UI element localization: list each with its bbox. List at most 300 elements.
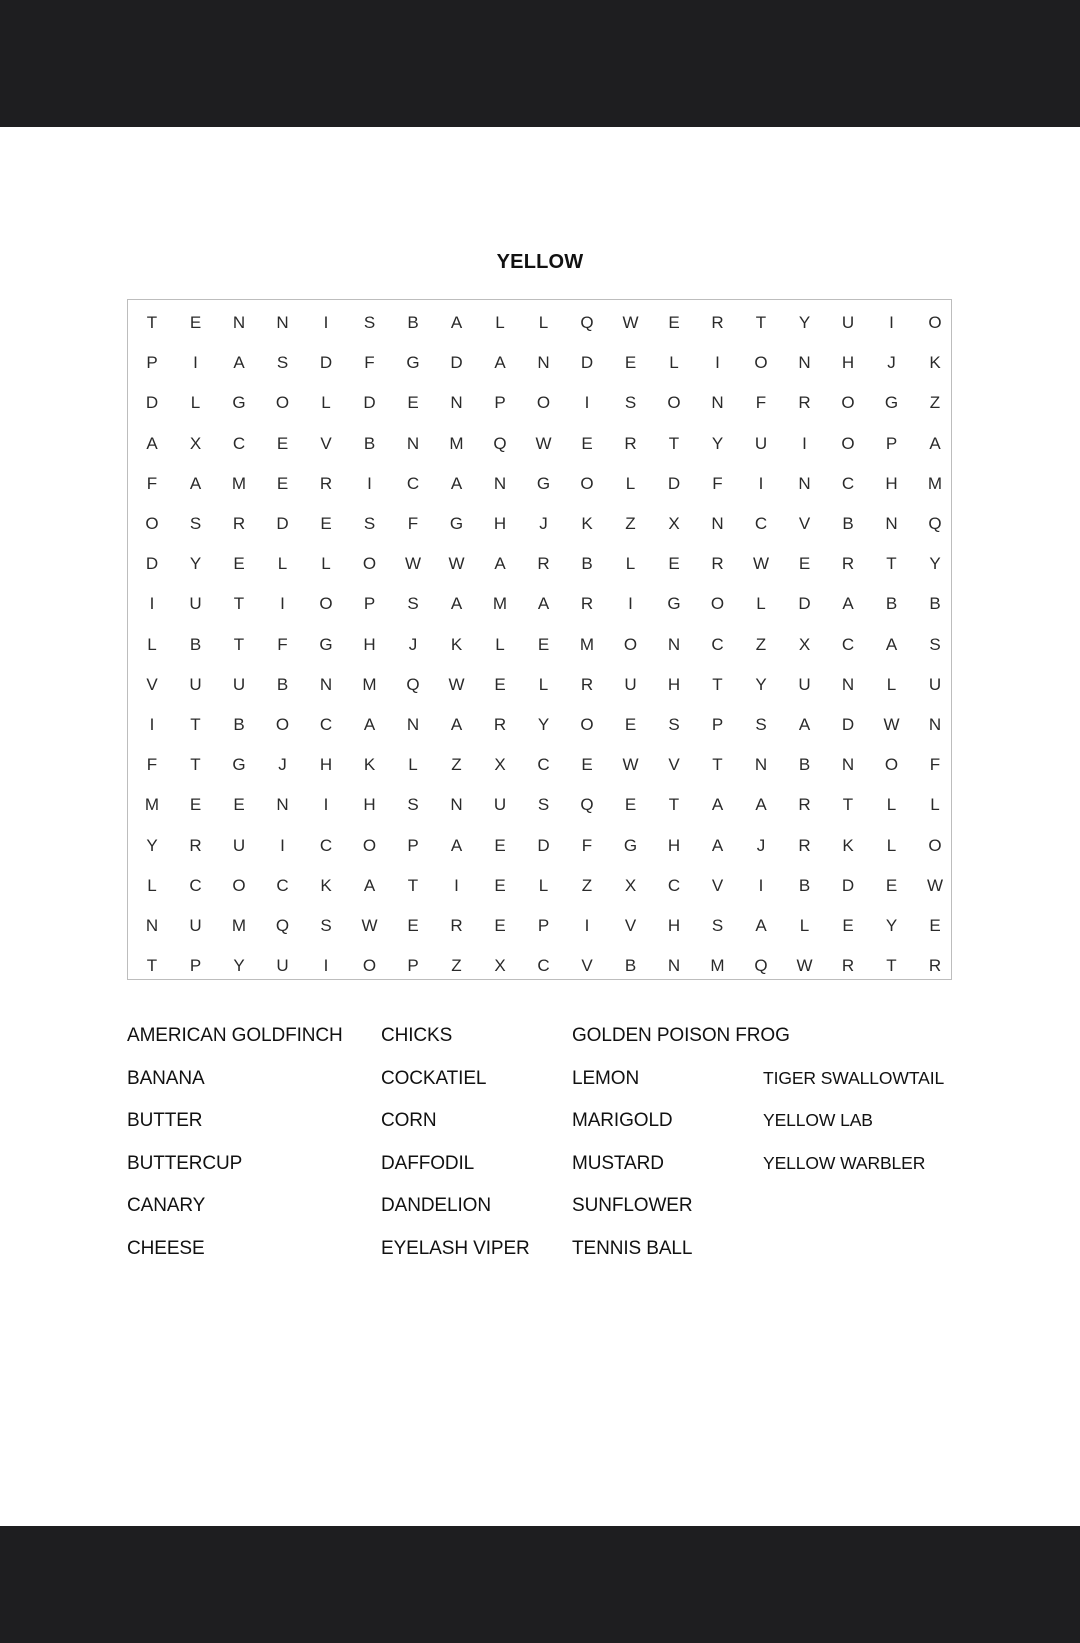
grid-letter: E [276,473,289,493]
word-list-item: AMERICAN GOLDFINCH [127,1025,343,1046]
grid-letter: P [189,956,202,976]
grid-letter: A [450,594,463,614]
grid-letter: E [537,634,550,654]
grid-row [128,303,951,343]
grid-letter: H [667,674,681,694]
grid-letter: P [407,835,419,855]
grid-row [128,705,951,745]
grid-letter: I [454,875,459,895]
grid-letter: H [363,795,376,815]
grid-letter: D [145,554,159,574]
word-list-item: EYELASH VIPER [381,1237,530,1259]
grid-letter: L [495,313,505,332]
grid-letter: C [406,473,420,493]
grid-letter: O [928,313,942,332]
grid-letter: E [929,916,941,935]
grid-letter: E [407,393,419,413]
grid-letter: X [624,875,637,895]
grid-letter: E [233,795,245,815]
grid-letter: Q [493,433,507,453]
grid-letter: D [537,835,550,855]
grid-letter: W [535,433,552,453]
grid-letter: E [233,554,245,574]
grid-letter: Q [580,313,594,332]
grid-letter: J [756,835,766,855]
grid-letter: B [798,755,811,775]
grid-letter: U [232,835,246,855]
grid-letter: U [232,674,246,694]
grid-letter: W [622,755,639,775]
grid-letter: V [581,956,593,976]
grid-row [128,504,951,544]
grid-letter: T [233,634,245,654]
grid-letter: I [280,594,285,614]
grid-letter: N [276,313,289,332]
grid-letter: O [667,393,681,413]
grid-letter: R [841,554,855,574]
grid-letter: R [493,715,507,734]
grid-letter: L [277,554,288,574]
grid-letter: U [928,674,942,694]
grid-letter: G [536,473,551,493]
grid-letter: D [798,594,811,614]
grid-letter: C [841,634,855,654]
grid-letter: A [885,634,898,654]
word-list-item: YELLOW WARBLER [763,1152,926,1173]
grid-letter: H [493,514,507,533]
grid-letter: A [929,433,941,453]
grid-letter: I [758,875,764,895]
grid-letter: F [146,755,158,775]
grid-letter: Z [581,875,593,895]
grid-letter: E [798,554,811,574]
grid-letter: A [146,433,158,453]
grid-letter: Y [798,313,811,332]
grid-letter: U [189,594,202,614]
grid-letter: O [232,875,246,895]
grid-letter: X [189,433,202,453]
grid-letter: X [668,514,680,533]
grid-letter: D [580,353,594,373]
grid-letter: R [450,916,463,935]
grid-letter: I [323,956,329,976]
grid-letter: T [886,956,897,976]
grid-letter: F [407,514,419,533]
grid-letter: K [581,514,593,533]
grid-letter: E [885,875,898,895]
grid-letter: T [668,795,680,815]
grid-letter: N [667,634,681,654]
grid-letter: V [146,674,158,694]
grid-letter: R [841,956,855,976]
grid-letter: A [450,715,463,734]
grid-row [128,906,951,946]
grid-letter: A [189,473,202,493]
grid-letter: S [276,353,289,373]
grid-letter: W [796,956,813,976]
word-list-item: BUTTERCUP [127,1152,243,1174]
grid-letter: E [276,433,289,453]
grid-letter: E [494,674,506,694]
grid-letter: I [280,835,285,855]
grid-letter: U [189,916,202,935]
grid-letter: C [319,715,333,734]
grid-letter: T [842,795,854,815]
grid-letter: D [363,393,376,413]
grid-letter: A [494,353,506,373]
grid-letter: A [450,313,463,332]
grid-letter: Q [754,956,768,976]
word-list-item: TIGER SWALLOWTAIL [763,1067,945,1088]
grid-letter: N [319,674,333,694]
grid-letter: A [711,795,724,815]
grid-letter: H [667,916,681,935]
grid-letter: A [842,594,854,614]
puzzle-title: YELLOW [496,251,584,273]
grid-letter: B [363,433,376,453]
grid-letter: B [885,594,898,614]
grid-letter: K [929,353,941,373]
grid-letter: I [323,313,329,332]
grid-letter: R [189,835,202,855]
grid-letter: O [928,835,942,855]
grid-letter: E [494,835,506,855]
grid-row [128,826,951,866]
grid-letter: N [841,674,855,694]
grid-letter: U [493,795,507,815]
grid-letter: S [711,916,724,935]
grid-letter: R [711,313,724,332]
grid-letter: S [363,514,376,533]
grid-letter: N [798,473,811,493]
grid-letter: H [667,835,681,855]
grid-letter: L [321,393,331,413]
grid-letter: W [448,554,465,574]
grid-letter: T [712,674,723,694]
grid-letter: O [536,393,551,413]
grid-letter: L [495,634,505,654]
grid-letter: O [580,473,594,493]
grid-letter: R [798,393,811,413]
grid-letter: F [364,353,375,373]
word-list-item: TENNIS BALL [572,1237,693,1259]
grid-letter: M [710,956,725,976]
grid-letter: C [537,956,550,976]
grid-letter: D [145,393,159,413]
grid-letter: X [494,755,506,775]
grid-letter: N [406,715,420,734]
grid-letter: A [494,554,506,574]
grid-letter: C [711,634,724,654]
grid-letter: P [494,393,506,413]
grid-letter: P [146,353,158,373]
word-list-item: CHICKS [381,1025,453,1046]
grid-letter: S [668,715,680,734]
grid-letter: G [623,835,638,855]
grid-letter: L [799,916,810,935]
grid-letter: I [889,313,894,332]
grid-letter: E [624,795,637,815]
grid-letter: D [667,473,681,493]
grid-letter: L [625,473,636,493]
grid-letter: O [319,594,333,614]
grid-letter: Y [537,715,550,734]
grid-letter: V [798,514,811,533]
grid-letter: W [883,715,900,734]
grid-letter: R [537,554,550,574]
grid-letter: M [231,916,247,935]
grid-letter: Q [275,916,290,935]
grid-letter: T [668,433,680,453]
grid-letter: J [278,755,287,775]
top-letterbox-bar [0,0,1080,127]
grid-letter: Z [625,514,636,533]
grid-letter: V [624,916,637,935]
grid-letter: G [884,393,899,413]
grid-letter: I [628,594,633,614]
grid-letter: L [147,875,157,895]
word-list-item: LEMON [572,1067,640,1089]
grid-letter: V [668,755,680,775]
grid-letter: E [407,916,419,935]
grid-letter: P [885,433,898,453]
grid-letter: P [711,715,724,734]
grid-letter: K [842,835,854,855]
grid-letter: B [842,514,854,533]
grid-letter: R [798,795,811,815]
grid-row [128,424,951,464]
grid-letter: M [579,634,595,654]
grid-letter: O [841,433,855,453]
bottom-letterbox-bar [0,1526,1080,1643]
grid-letter: L [669,353,679,373]
grid-letter: F [712,473,723,493]
grid-row [128,383,951,423]
grid-letter: W [448,674,465,694]
grid-letter: T [146,956,158,976]
grid-letter: S [407,594,419,614]
grid-letter: W [622,313,639,332]
grid-letter: T [755,313,767,332]
grid-letter: A [755,795,767,815]
grid-letter: T [407,875,419,895]
grid-letter: A [363,875,376,895]
grid-letter: T [190,715,201,734]
grid-letter: N [145,916,159,935]
grid-letter: A [233,353,245,373]
grid-letter: B [189,634,202,654]
grid-letter: A [450,835,463,855]
grid-letter: O [362,956,377,976]
grid-letter: N [493,473,507,493]
grid-letter: O [710,594,725,614]
grid-letter: C [319,835,333,855]
grid-letter: E [624,353,637,373]
grid-letter: I [715,353,720,373]
grid-letter: X [798,634,811,654]
grid-letter: L [408,755,418,775]
grid-letter: S [537,795,550,815]
grid-letter: U [754,433,768,453]
grid-row [128,745,951,785]
grid-letter: N [450,393,463,413]
grid-letter: F [929,755,941,775]
grid-letter: N [450,795,463,815]
word-list-item: CANARY [127,1195,206,1216]
grid-letter: U [276,956,289,976]
grid-letter: R [580,674,594,694]
grid-letter: E [494,875,506,895]
word-list-item: MARIGOLD [572,1110,673,1131]
grid-letter: N [406,433,420,453]
grid-letter: F [755,393,767,413]
grid-letter: L [886,835,897,855]
grid-letter: X [494,956,506,976]
grid-letter: M [492,594,508,614]
grid-letter: Y [711,433,724,453]
grid-letter: L [190,393,201,413]
grid-letter: Q [406,674,420,694]
grid-letter: R [711,554,724,574]
grid-letter: R [580,594,594,614]
grid-letter: Y [146,835,158,855]
grid-letter: V [320,433,332,453]
grid-letter: E [624,715,637,734]
grid-letter: T [233,594,245,614]
grid-letter: W [752,554,770,574]
grid-letter: M [231,473,247,493]
grid-letter: Z [451,755,462,775]
grid-letter: G [232,755,246,775]
grid-row [128,946,951,986]
grid-letter: A [450,473,463,493]
grid-letter: N [711,393,724,413]
grid-letter: G [449,514,464,533]
grid-letter: A [537,594,550,614]
grid-letter: S [755,715,767,734]
grid-letter: N [754,755,768,775]
word-list-item: BUTTER [127,1110,203,1131]
grid-letter: T [712,755,723,775]
grid-letter: P [537,916,550,935]
grid-letter: A [798,715,811,734]
grid-letter: O [884,755,899,775]
grid-letter: L [538,674,549,694]
grid-letter: F [581,835,593,855]
grid-letter: M [449,433,464,453]
grid-letter: L [930,795,940,815]
grid-letter: A [755,916,767,935]
grid-row [128,665,951,705]
grid-letter: L [321,554,331,574]
word-list-item: COCKATIEL [381,1067,487,1089]
grid-row [128,866,951,906]
grid-letter: B [233,715,245,734]
word-list-item: DANDELION [381,1195,491,1216]
grid-letter: I [802,433,807,453]
grid-letter: U [798,674,811,694]
grid-letter: N [798,353,811,373]
grid-letter: K [320,875,332,895]
grid-letter: H [319,755,333,775]
grid-letter: M [144,795,160,815]
grid-letter: D [841,875,855,895]
grid-letter: P [363,594,376,614]
grid-row [128,464,951,504]
word-list-item: BANANA [127,1067,205,1089]
grid-letter: Y [189,554,202,574]
grid-letter: K [450,634,463,654]
grid-letter: S [189,514,202,533]
grid-letter: L [625,554,636,574]
grid-letter: F [277,634,288,654]
grid-letter: B [276,674,289,694]
grid-letter: B [624,956,637,976]
grid-letter: S [624,393,637,413]
word-list-item: CORN [381,1110,437,1131]
word-search-grid [127,299,952,980]
grid-letter: N [885,514,898,533]
grid-letter: I [193,353,198,373]
word-list-item: SUNFLOWER [572,1195,693,1216]
grid-letter: C [667,875,681,895]
grid-letter: H [841,353,855,373]
grid-letter: G [667,594,681,614]
grid-letter: E [842,916,854,935]
grid-letter: D [276,514,289,533]
grid-letter: F [146,473,158,493]
grid-row [128,544,951,584]
grid-letter: O [580,715,594,734]
grid-letter: S [320,916,332,935]
grid-letter: A [363,715,376,734]
grid-letter: N [841,755,855,775]
grid-row [128,785,951,825]
grid-letter: E [581,433,593,453]
grid-letter: O [841,393,855,413]
grid-row [128,584,951,624]
grid-letter: T [190,755,201,775]
grid-letter: O [275,393,290,413]
grid-letter: O [623,634,638,654]
grid-letter: U [624,674,637,694]
grid-row [128,625,951,665]
grid-letter: I [584,916,590,935]
grid-letter: N [711,514,724,533]
word-list-item: MUSTARD [572,1152,664,1174]
grid-letter: I [323,795,329,815]
grid-letter: L [756,594,766,614]
grid-letter: C [841,473,855,493]
grid-letter: I [149,715,155,734]
grid-letter: G [232,393,246,413]
grid-letter: T [146,313,158,332]
grid-letter: U [189,674,202,694]
grid-letter: T [886,554,897,574]
grid-letter: O [754,353,768,373]
grid-letter: Z [451,956,462,976]
grid-letter: N [537,353,550,373]
grid-letter: G [406,353,420,373]
grid-letter: E [668,313,680,332]
grid-letter: R [798,835,811,855]
grid-letter: E [581,755,593,775]
grid-letter: Y [885,916,898,935]
word-list-item: GOLDEN POISON FROG [572,1025,790,1046]
grid-letter: Z [929,393,941,413]
grid-letter: D [841,715,855,734]
grid-letter: R [319,473,333,493]
